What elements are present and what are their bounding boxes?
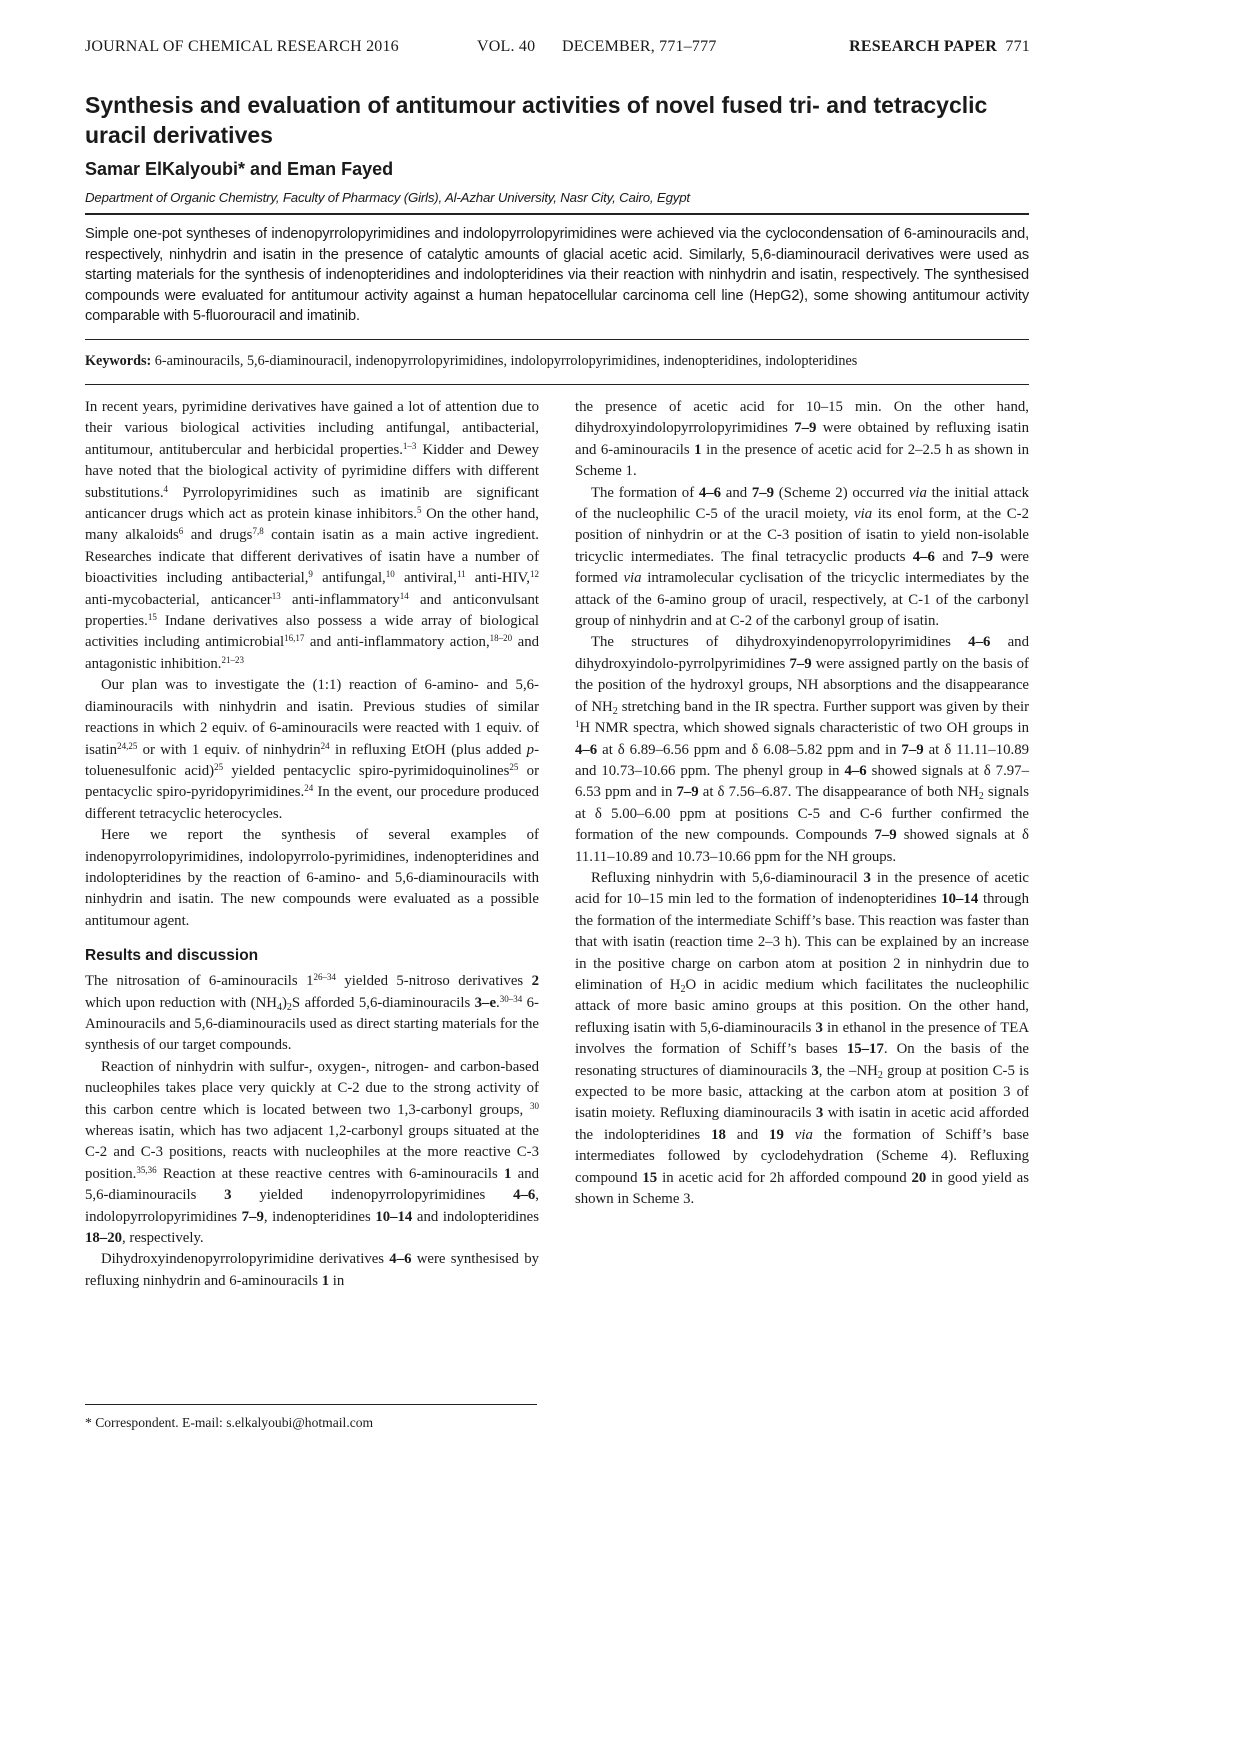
keywords-text: 6-aminouracils, 5,6-diaminouracil, indenopyrrolopyrimidines, indolopyrrolopyrimidines, indenopteridines, indolopteridines (154, 353, 858, 369)
keywords (85, 351, 1029, 371)
volume-number: VOL. 40 (477, 38, 536, 55)
right-column (575, 397, 1029, 1210)
author-list: Samar ElKalyoubi* and Eman Fayed (85, 159, 394, 179)
journal-name: JOURNAL OF CHEMICAL RESEARCH 2016 (85, 38, 399, 55)
body-paragraph: In recent years, pyrimidine derivatives have gained a lot of attention due to their various biological activities including antifungal, antibacterial, antitumour, antitubercular and herbicidal properties.$^{1-3}$ Kidder and Dewey have noted that the biological activity of pyrimidine differs with different substitutions.$^4$ Pyrrolopyrimidines such as imatinib are significant anticancer drugs which act as protein kinase inhibitors.$^5$ On the other hand, many alkaloids$^6$ and drugs$^{7,8}$ contain isatin as a main active ingredient. Researches indicate that different derivatives of isatin have a number of bioactivities including antibacterial,$^9$ antifungal,$^{10}$ antiviral,$^{11}$ anti-HIV,$^{12}$ anti-mycobacterial, anticancer$^{13}$ anti-inflammatory$^{14}$ and anticonvulsant properties.$^{15}$ Indane derivatives also possess a wide array of biological activities including antimicrobial$^{16,17}$ and anti-inflammatory action,$^{18-20}$ and antagonistic inhibition.$^{21-23}$ (85, 399, 540, 672)
body-paragraph: Our plan was to investigate the (1:1) reaction of 6-amino- and 5,6-diaminouracils with ninhydrin and isatin. Previous studies of similar reactions in which 2 equiv. of 6-aminouracils were reacted with 1 equiv. of isatin$^{24,25}$ or with 1 equiv. of ninhydrin$^{24}$ in refluxing EtOH (plus added p-toluenesulfonic acid)$^{25}$ yielded pentacyclic spiro-pyrimidoquinolines$^{25}$ or pentacyclic spiro-pyridopyrimidines.$^{24}$ In the event, our procedure produced different tetracyclic heterocycles. (85, 677, 540, 822)
body-paragraph: Refluxing ninhydrin with 5,6-diaminouracil 3 in the presence of acetic acid for 10–15 min led to the formation of indenopteridines 10–14 through the formation of the intermediate Schiff’s base. This reaction was faster than that with isatin (reaction time 2–3 h). This can be explained by an increase in the positive charge on carbon atom at position 2 in ninhydrin due to elimination of $H_2O$ in acidic medium which facilitates the nucleophilic attack of more basic amino groups at this position. On the other hand, refluxing isatin with 5,6-diaminouracils 3 in ethanol in the presence of TEA involves the formation of Schiff’s bases 15–17. On the basis of the resonating structures of diaminouracils 3, the $-NH_2$ group at position C-5 is expected to be more basic, attacking at the carbon atom at position 3 of isatin moiety. Refluxing diaminouracils 3 with isatin in acetic acid afforded the indolopteridines 18 and 19 via the formation of Schiff’s base intermediates followed by cyclodehydration (Scheme 4). Refluxing compound 15 in acetic acid for 2h afforded compound 20 in good yield as shown in Scheme 3. (575, 869, 1030, 1208)
keywords-divider (85, 384, 1029, 385)
correspondence-footnote: * Correspondent. E-mail: s.elkalyoubi@hotmail.com (85, 1415, 374, 1430)
title-divider (85, 213, 1029, 215)
body-paragraph: Here we report the synthesis of several examples of indenopyrrolopyrimidines, indolopyrrolo-pyrimidines, indenopteridines and indolopteridines by the reaction of 6-amino- and 5,6-diaminouracils with ninhydrin and isatin. The new compounds were evaluated as a possible antitumour agent. (85, 827, 539, 929)
running-header (85, 38, 1030, 60)
footnote-divider (85, 1404, 537, 1405)
abstract-divider (85, 339, 1029, 340)
body-paragraph: The formation of 4–6 and 7–9 (Scheme 2) occurred via the initial attack of the nucleophilic C-5 of the uracil moiety, via its enol form, at the C-2 position of ninhydrin or at the C-3 position of isatin to yield non-isolable tricyclic intermediates. The final tetracyclic products 4–6 and 7–9 were formed via intramolecular cyclisation of the tricyclic intermediates by the attack of the 6-amino group of uracil, respectively, at C-1 of the carbonyl group of ninhydrin and at C-2 of the carbonyl group of isatin. (575, 484, 1030, 630)
article-type: RESEARCH PAPER (849, 38, 997, 55)
body-paragraph: The structures of dihydroxyindenopyrrolopyrimidines 4–6 and dihydroxyindolo-pyrrolpyrimidines 7–9 were assigned partly on the basis of the position of the hydroxyl groups, NH absorptions and the disappearance of $NH_2$ stretching band in the IR spectra. Further support was given by their $^1$H NMR spectra, which showed signals characteristic of two OH groups in 4–6 at δ 6.89–6.56 ppm and δ 6.08–5.82 ppm and in 7–9 at δ 11.11–10.89 and 10.73–10.66 ppm. The phenyl group in 4–6 showed signals at δ 7.97–6.53 ppm and in 7–9 at δ 7.56–6.87. The disappearance of both $NH_2$ signals at δ 5.00–6.00 ppm at positions C-5 and C-6 further confirmed the formation of the new compounds. Compounds 7–9 showed signals at δ 11.11–10.89 and 10.73–10.66 ppm for the NH groups. (575, 634, 1029, 865)
author-affiliation: Department of Organic Chemistry, Faculty of Pharmacy (Girls), Al-Azhar University, Nasr City, Cairo, Egypt (85, 190, 690, 205)
article-type-and-page (849, 38, 1030, 56)
page-number: 771 (1005, 38, 1030, 55)
section-heading: Results and discussion (85, 947, 259, 965)
abstract: Simple one-pot syntheses of indenopyrrolopyrimidines and indolopyrrolopyrimidines were achieved via the cyclocondensation of 6-aminouracils and, respectively, ninhydrin and isatin in the presence of catalytic amounts of glacial acetic acid. Similarly, 5,6-diaminouracil derivatives were used as starting materials for the synthesis of indenopteridines and indolopteridines via their reaction with ninhydrin and isatin, respectively. The synthesised compounds were evaluated for antitumour activity against a human hepatocellular carcinoma cell line (HepG2), some showing antitumour activity comparable with 5-fluorouracil and imatinib. (85, 226, 1029, 325)
body-paragraph: the presence of acetic acid for 10–15 min. On the other hand, dihydroxyindolopyrrolopyrimidines 7–9 were obtained by refluxing isatin and 6-aminouracils 1 in the presence of acetic acid for 2–2.5 h as shown in Scheme 1. (575, 399, 1029, 480)
issue-pages: DECEMBER, 771–777 (562, 38, 717, 55)
body-paragraph: Dihydroxyindenopyrrolopyrimidine derivatives 4–6 were synthesised by refluxing ninhydrin and 6-aminouracils 1 in (85, 1251, 540, 1289)
keywords-label: Keywords: (85, 353, 152, 369)
body-paragraph: The nitrosation of 6-aminouracils 1$^{26-34}$ yielded 5-nitroso derivatives 2 which upon reduction with $(NH_4)_2S$ afforded 5,6-diaminouracils 3–e.$^{30-34}$ 6-Aminouracils and 5,6-diaminouracils used as direct starting materials for the synthesis of our target compounds. (85, 972, 539, 1054)
article-title: Synthesis and evaluation of antitumour activities of novel fused tri- and tetracyclic uracil derivatives (85, 92, 988, 148)
left-column (85, 397, 539, 1292)
body-paragraph: Reaction of ninhydrin with sulfur-, oxygen-, nitrogen- and carbon-based nucleophiles takes place very quickly at C-2 due to the strong activity of this carbon centre which is located between two 1,3-carbonyl groups, $^{30}$ whereas isatin, which has two adjacent 1,2-carbonyl groups situated at the C-2 and C-3 positions, reacts with nucleophiles at the more reactive C-3 position.$^{35,36}$ Reaction at these reactive centres with 6-aminouracils 1 and 5,6-diaminouracils 3 yielded indenopyrrolopyrimidines 4–6, indolopyrrolopyrimidines 7–9, indenopteridines 10–14 and indolopteridines 18–20, respectively. (85, 1058, 539, 1247)
